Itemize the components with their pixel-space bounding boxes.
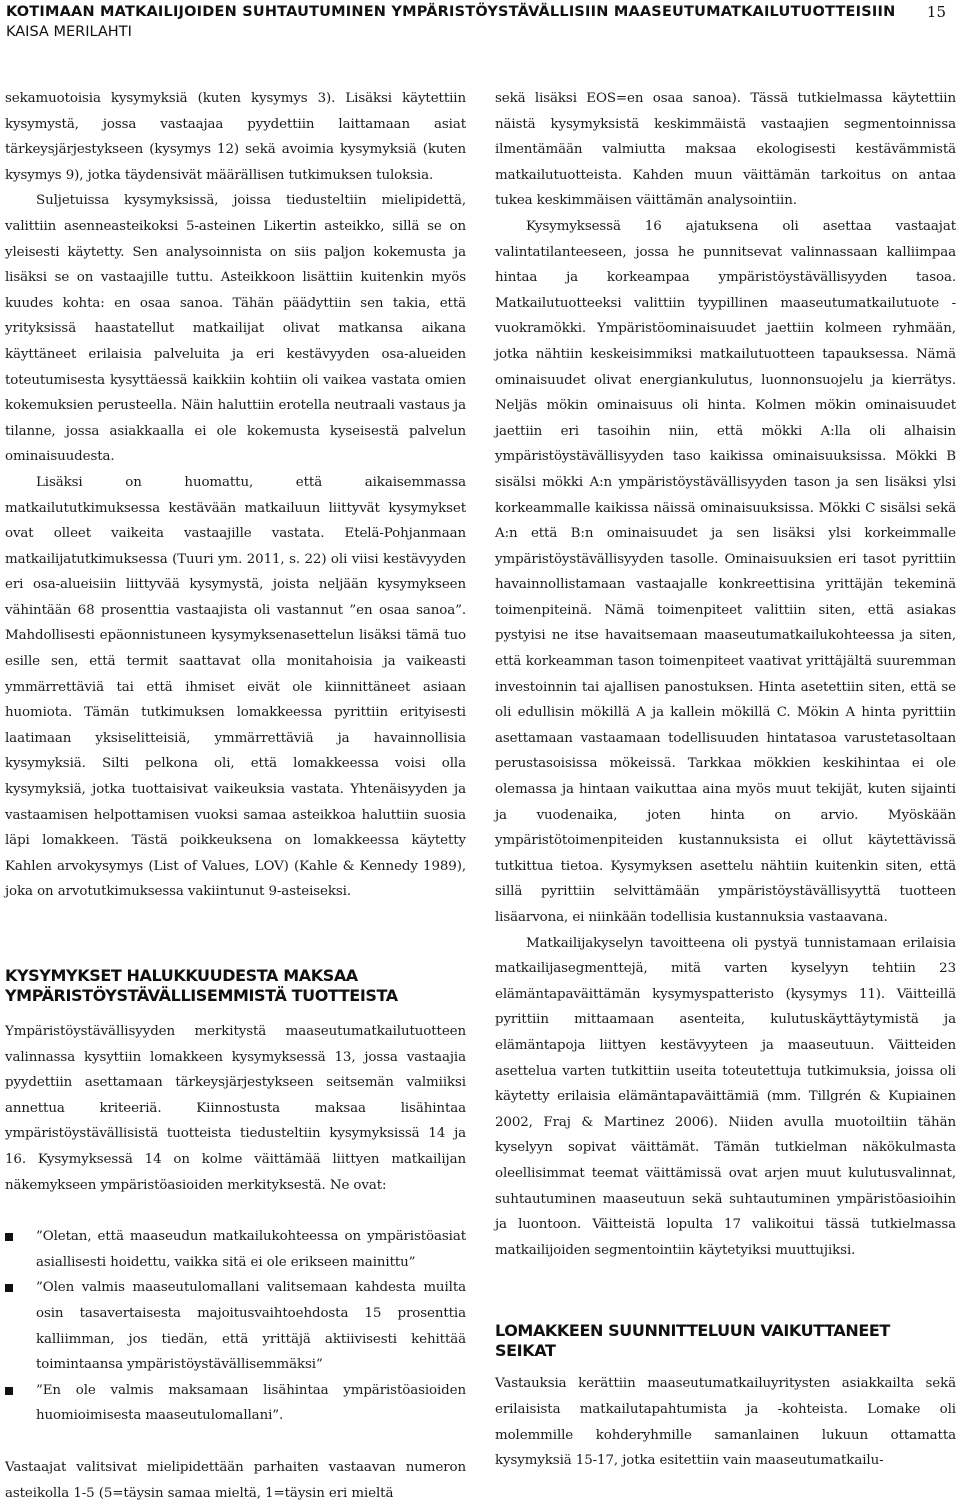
statement-item [5,1224,466,1275]
section-heading-line-2: YMPÄRISTÖYSTÄVÄLLISEMMISTÄ TUOTTEISTA [5,986,398,1005]
statement-list [5,1224,466,1429]
square-bullet-icon [5,1284,13,1292]
section-heading-line-2: SEIKAT [495,1341,556,1361]
running-header-author: KAISA MERILAHTI [6,24,132,40]
page-number: 15 [926,3,946,21]
left-column [5,86,466,1506]
section-heading-payment-willingness [5,966,466,1006]
left-paragraph-5: Vastaajat valitsivat mielipidettään parhaiten vastaavan numeron asteikolla 1-5 (5=täysin samaa mieltä, 1=täysin eri mieltä [5,1459,466,1501]
section-heading-form-design [495,1321,956,1361]
left-paragraph-1: sekamuotoisia kysymyksiä (kuten kysymys 3). Lisäksi käytettiin kysymystä, jossa vastaajaa pyydettiin laittamaan asiat tärkeysjärjestykseen (kysymys 12) sekä avoimia kysymyksiä (kuten kysymys 9), jotka täydensivät määrällisen tutkimuksen tuloksia. [5,91,466,183]
running-header-title: KOTIMAAN MATKAILIJOIDEN SUHTAUTUMINEN YMPÄRISTÖYSTÄVÄLLISIIN MAASEUTUMATKAILUTUOTTEISIIN [6,4,896,20]
statement-text: ”Oletan, että maaseudun matkailukohteessa on ympäristöasiat asiallisesti hoidettu, vaikka sitä ei ole erikseen mainittu” [36,1229,466,1270]
right-paragraph-2: Kysymyksessä 16 ajatuksena oli asettaa vastaajat valintatilanteeseen, jossa he punnitsevat valinnassaan kalliimpaa hintaa ja korkeampaa ympäristöystävällisyyden tasoa. Matkailutuotteeksi valittiin tyypillinen maaseutumatkailutuote - vuokramökki. Ympäristöominaisuudet jaettiin kolmeen ryhmään, jotka nähtiin keskeisimmiksi matkailutuotteen tapauksessa. Nämä ominaisuudet olivat energiankulutus, luonnonsuojelu ja kierrätys. Neljäs mökin ominaisuus oli hinta. Kolmen mökin ominaisuudet jaettiin eri tasoihin niin, että mökki A:lla oli alhaisin ympäristöystävällisyyden taso kaikissa ominaisuuksissa. Mökki B sisälsi mökki A:n ympäristöystävällisyyden tason ja sen lisäksi ylsi korkeammalle kaikissa näissä ominaisuuksissa. Mökki C sisälsi sekä A:n että B:n ominaisuudet ja sen lisäksi ylsi korkeimmalle ympäristöystävällisyyden tasolle. Ominaisuuksien eri tasot pyrittiin havainnollistamaan vastaajalle konkreettisina yrittäjän tekeminä toimenpiteinä. Nämä toimenpiteet valittiin siten, että asiakas pystyisi ne itse havaitsemaan maaseutumatkailukohteessa ja siten, että korkeamman tason toimenpiteet vaativat yrittäjältä suuremman investoinnin tai ajallisen panostuksen. Hinta asetettiin siten, että se oli edullisin mökillä A ja kallein mökillä C. Mökin A hinta pyrittiin asettamaan vastaamaan todellisuuden hintatasoa varustetasoltaan perustasoisissa mökeissä. Tarkkaa mökkien keskihintaa ei ole olemassa ja hintaan vaikuttaa aina myös muut tekijät, kuten sijainti ja vuodenaika, joten hinta on arvio. Myöskään ympäristötoimenpiteiden kustannuksista ei ollut käytettävissä tutkittua tietoa. Kysymyksen asettelu nähtiin kuitenkin siten, että sillä pyrittiin selvittämään ympäristöystävällisyyttä tuotteen lisäarvona, ei niinkään todellisia kustannuksia vastaavana. [495,218,956,925]
statement-item [5,1378,466,1429]
running-header [6,2,954,42]
section-heading-line-1: LOMAKKEEN SUUNNITTELUUN VAIKUTTANEET [495,1321,890,1341]
left-paragraph-2: Suljetuissa kysymyksissä, joissa tiedusteltiin mielipidettä, valittiin asenneasteikoksi 5-asteinen Likertin asteikko, sillä se on yleisesti käytetty. Sen analysoinnista on siis paljon kokemusta ja lisäksi se on vastaajille tuttu. Asteikkoon lisättiin kuitenkin myös kuudes kohta: en osaa sanoa. Tähän päädyttiin sen takia, että yrityksissä haastatellut matkailijat olivat matkansa aikana käyttäneet erilaisia palveluita ja eri kestävyyden osa-alueiden toteutumisesta kysyttäessä kaikkiin kohtiin oli vaikea vastata omien kokemuksien perusteella. Näin haluttiin erotella neutraali vastaus ja tilanne, jossa asiakkaalla ei ole kokemusta kyseisestä palvelun ominaisuudesta. [5,193,466,465]
statement-text: ”Olen valmis maaseutulomallani valitsemaan kahdesta muilta osin tasavertaisesta majoitusvaihtoehdosta 15 prosenttia kalliimman, jos tiedän, että yrittäjä aktiivisesti kehittää toimintaansa ympäristöystävällisemmäksi” [36,1280,466,1373]
left-paragraph-3: Lisäksi on huomattu, että aikaisemmassa matkailututkimuksessa kestävään matkailuun liittyvät kysymykset ovat olleet vaikeita vastaajille vastata. Etelä-Pohjanmaan matkailijatutkimuksessa (Tuuri ym. 2011, s. 22) oli viisi kestävyyden eri osa-alueisiin liittyvää kysymystä, joista neljään kysymykseen vähintään 68 prosenttia vastaajista oli vastannut ”en osaa sanoa”. Mahdollisesti epäonnistuneen kysymyksenasettelun lisäksi tämä tuo esille sen, että termit saattavat olla monitahoisia ja vaikeasti ymmärrettäviä tai että ihmiset eivät ole kiinnittäneet asiaan huomiota. Tämän tutkimuksen lomakkeessa pyrittiin erityisesti laatimaan yksiselitteisiä, ymmärrettäviä ja havainnollisia kysymyksiä. Silti pelkona oli, että lomakkeessa voisi olla kysymyksiä, jotka tuottaisivat vaikeuksia vastata. Yhtenäisyyden ja vastaamisen helpottamisen vuoksi samaa asteikkoa haluttiin suosia läpi lomakkeen. Tästä poikkeuksena on lomakkeessa käytetty Kahlen arvokysymys (List of Values, LOV) (Kahle & Kennedy 1989), joka on arvotutkimuksessa vakiintunut 9-asteiseksi. [5,474,466,900]
right-paragraph-1: sekä lisäksi EOS=en osaa sanoa). Tässä tutkielmassa käytettiin näistä kysymyksistä keskimmäistä vastaajien segmentoinnissa ilmentämään valmiutta maksaa ekologisesti kestävämmistä matkailutuotteista. Kahden muun väittämän tarkoitus on antaa tukea keskimmäisen väittämän analysointiin. [495,91,956,209]
left-paragraph-4: Ympäristöystävällisyyden merkitystä maaseutumatkailutuotteen valinnassa kysyttiin lomakkeen kysymyksessä 13, jossa vastaajia pyydettiin asettamaan tärkeysjärjestykseen seitsemän valmiiksi annettua kriteeriä. Kiinnostusta maksaa lisähintaa ympäristöystävällisistä tuotteista tiedusteltiin kysymyksissä 14 ja 16. Kysymyksessä 14 on kolme väittämää liittyen matkailijan näkemykseen ympäristöasioiden merkityksestä. Ne ovat: [5,1024,466,1193]
right-column [495,86,956,1474]
right-paragraph-4: Vastauksia kerättiin maaseutumatkailuyritysten asiakkailta sekä erilaisista matkailutapahtumista ja -kohteista. Lomake oli molemmille kohderyhmille samanlainen lukuun ottamatta kysymyksiä 15-17, jotka esitettiin vain maaseutumatkailu- [495,1376,956,1469]
statement-item [5,1275,466,1377]
statement-text: ”En ole valmis maksamaan lisähintaa ympäristöasioiden huomioimisesta maaseutulomallani”. [36,1382,466,1424]
square-bullet-icon [5,1387,13,1395]
right-paragraph-3: Matkailijakyselyn tavoitteena oli pystyä tunnistamaan erilaisia matkailijasegmenttejä, mitä varten kyselyyn tehtiin 23 elämäntapaväittämän kysymyspatteristo (kysymys 11). Väitteillä pyrittiin mittaamaan asenteita, kulutuskäyttäytymistä ja elämäntapoja liittyen kestävyyteen ja maaseutuun. Väitteiden asettelua varten tutkittiin useita toteutettuja tutkimuksia, joissa oli käytetty erilaisia elämäntapaväittämiä (mm. Tillgrén & Kupiainen 2002, Fraj & Martinez 2006). Niiden avulla muotoiltiin tähän kyselyyn sopivat väittämät. Tämän tutkielman näkökulmasta oleellisimmat teemat väittämissä ovat arjen muut kulutusvalinnat, suhtautuminen maaseutuun sekä suhtautuminen ympäristöasioihin ja luontoon. Väitteistä lopulta 17 valikoitui tässä tutkielmassa matkailijoiden segmentointiin käytetyiksi muuttujiksi. [495,935,956,1258]
square-bullet-icon [5,1233,13,1241]
section-heading-line-1: KYSYMYKSET HALUKKUUDESTA MAKSAA [5,966,358,985]
